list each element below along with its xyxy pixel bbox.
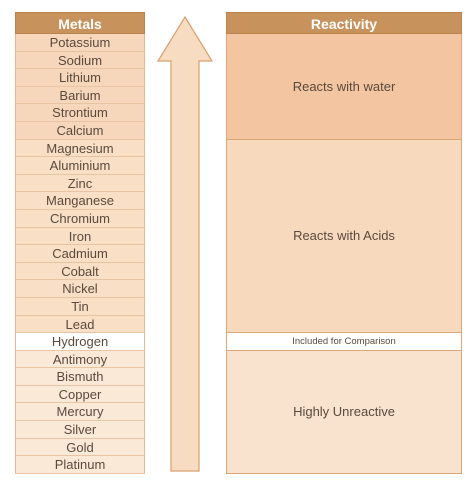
metal-row: Nickel: [15, 280, 145, 298]
metal-row: Strontium: [15, 104, 145, 122]
up-arrow-icon: [155, 15, 215, 473]
reactivity-header: Reactivity: [226, 12, 462, 34]
metal-row: Cadmium: [15, 245, 145, 263]
metal-row: Antimony: [15, 351, 145, 369]
metal-row: Chromium: [15, 210, 145, 228]
metals-header: Metals: [15, 12, 145, 34]
metal-row: Silver: [15, 421, 145, 439]
metal-row: Calcium: [15, 122, 145, 140]
metal-row: Tin: [15, 298, 145, 316]
metal-row: Copper: [15, 386, 145, 404]
metal-row: Lead: [15, 316, 145, 334]
metal-row: Potassium: [15, 34, 145, 52]
reactivity-zone: Highly Unreactive: [226, 351, 462, 474]
metals-column: [15, 12, 145, 474]
metal-row: Barium: [15, 87, 145, 105]
metal-row: Hydrogen: [15, 333, 145, 351]
metal-row: Manganese: [15, 192, 145, 210]
metals-list: [15, 34, 145, 474]
reactivity-zones: [226, 34, 462, 474]
reactivity-zone: Reacts with water: [226, 34, 462, 140]
metal-row: Magnesium: [15, 140, 145, 158]
metal-row: Aluminium: [15, 157, 145, 175]
metal-row: Lithium: [15, 69, 145, 87]
metal-row: Cobalt: [15, 263, 145, 281]
metal-row: Zinc: [15, 175, 145, 193]
metal-row: Platinum: [15, 456, 145, 474]
arrow-shape: [158, 17, 212, 471]
reactivity-zone: Reacts with Acids: [226, 140, 462, 334]
metal-row: Sodium: [15, 52, 145, 70]
reactivity-column: [226, 12, 462, 474]
metal-row: Iron: [15, 228, 145, 246]
metal-row: Gold: [15, 439, 145, 457]
metal-row: Bismuth: [15, 368, 145, 386]
reactivity-zone: Included for Comparison: [226, 333, 462, 351]
metal-row: Mercury: [15, 403, 145, 421]
